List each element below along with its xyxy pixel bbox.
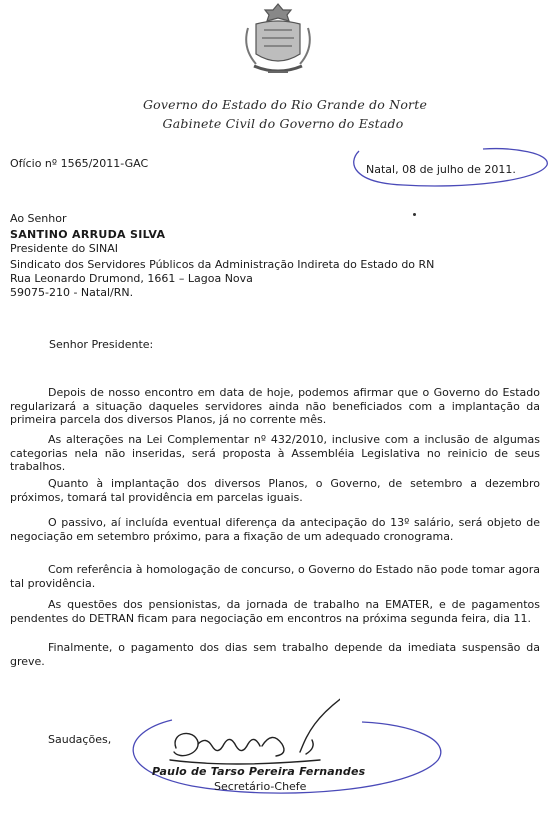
recipient-title: Presidente do SINAI [10, 242, 119, 255]
salutation: Senhor Presidente: [49, 338, 154, 351]
recipient-organization: Sindicato dos Servidores Públicos da Administração Indireta do Estado do RN [10, 258, 435, 271]
recipient-city: 59075-210 - Natal/RN. [10, 286, 134, 299]
recipient-name: SANTINO ARRUDA SILVA [10, 228, 166, 241]
reference-number: Ofício nº 1565/2011-GAC [10, 157, 149, 170]
body-paragraph: As alterações na Lei Complementar nº 432/2010, inclusive com a inclusão de algumas categorias nela não inseridas, será proposta à Assembléia Legislativa no reinicio de seus trabalhos. [10, 433, 540, 473]
letterhead-government: Governo do Estado do Rio Grande do Norte [142, 97, 428, 112]
closing-greeting: Saudações, [48, 733, 112, 746]
recipient-greeting: Ao Senhor [10, 212, 67, 225]
recipient-street: Rua Leonardo Drumond, 1661 – Lagoa Nova [10, 272, 253, 285]
letter-date: Natal, 08 de julho de 2011. [366, 163, 516, 176]
ink-dot [413, 213, 416, 216]
body-paragraph: Finalmente, o pagamento dos dias sem trabalho depende da imediata suspensão da greve. [10, 641, 540, 668]
body-paragraph: As questões dos pensionistas, da jornada de trabalho na EMATER, e de pagamentos pendentes do DETRAN ficam para negociação em encontros na próxima segunda feira, dia 11. [10, 598, 540, 625]
body-paragraph: O passivo, aí incluída eventual diferença da antecipação do 13º salário, será objeto de negociação em setembro próximo, para a fixação de um adequado cronograma. [10, 516, 540, 543]
letterhead-office: Gabinete Civil do Governo do Estado [162, 116, 404, 131]
signer-name: Paulo de Tarso Pereira Fernandes [152, 765, 366, 778]
body-paragraph: Quanto à implantação dos diversos Planos, o Governo, de setembro a dezembro próximos, tomará tal providência em parcelas iguais. [10, 477, 540, 504]
body-paragraph: Com referência à homologação de concurso, o Governo do Estado não pode tomar agora tal providência. [10, 563, 540, 590]
coat-of-arms-icon [238, 0, 318, 86]
body-paragraph: Depois de nosso encontro em data de hoje, podemos afirmar que o Governo do Estado regularizará a situação daqueles servidores ainda não beneficiados com a implantação da primeira parcela dos diversos Planos, já no corrente mês. [10, 386, 540, 426]
signer-role: Secretário-Chefe [214, 780, 307, 793]
